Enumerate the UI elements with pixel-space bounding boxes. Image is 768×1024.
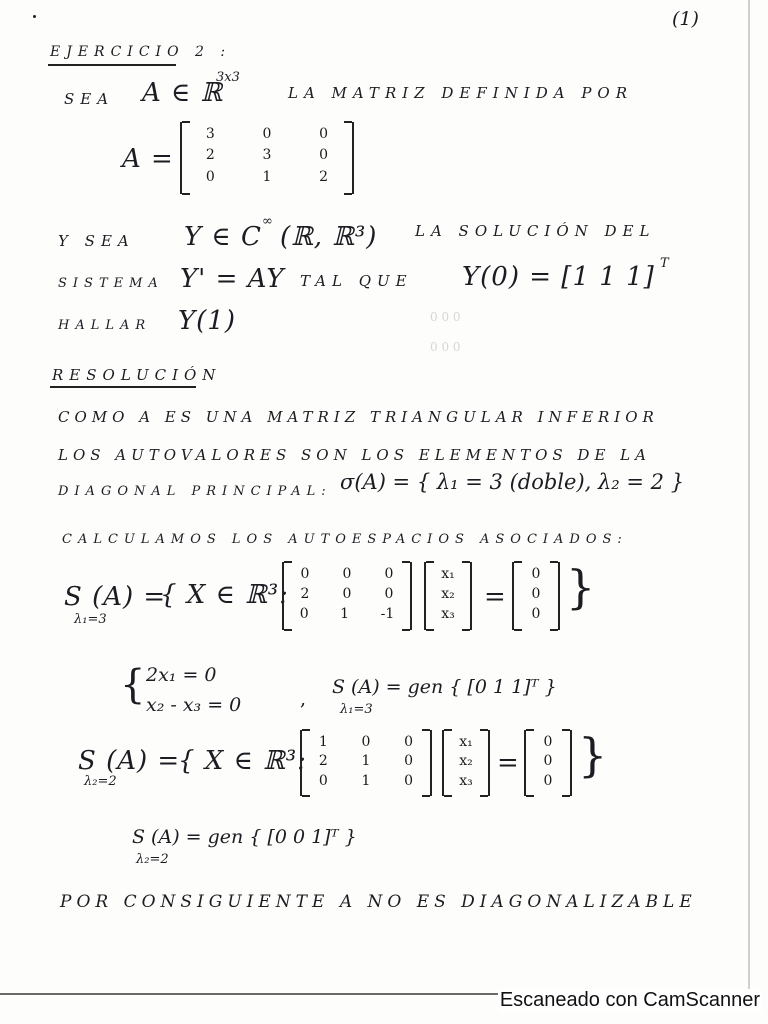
matrix-a-minus-3i-cell: 0 <box>300 566 310 582</box>
a-in-r-exp: 3x3 <box>216 70 240 85</box>
line-autovalores: LOS AUTOVALORES SON LOS ELEMENTOS DE LA <box>58 446 651 464</box>
zero-vector-2-row <box>526 753 570 769</box>
ink-dot <box>33 15 36 18</box>
a-in-r: A ∈ ℝ <box>142 78 224 108</box>
line-triangular: COMO A ES UNA MATRIZ TRIANGULAR INFERIOR <box>58 408 659 426</box>
matrix-a-row <box>182 147 352 163</box>
zero-vector-1-cell: 0 <box>531 566 541 582</box>
scanned-page: (1) EJERCICIO 2 : SEA A ∈ ℝ 3x3 LA MATRIZ DEFINIDA POR A = 3 0 0 2 3 0 0 1 2 Y SEA Y ∈ C ∞ (ℝ, ℝ³) LA SOLUCIÓN DEL SISTEMA Y' = AY TAL QUE Y(0) = [1 1 1] T HALLAR Y(1) 0 0 0 0 0 0 RESOLUCIÓN COMO A ES UNA MATRIZ TRIANGULAR INFERIOR LOS AUTOVALORES SON LOS ELEMENTOS DE LA DIAGONAL PRINCIPAL: σ(A) = { λ₁ = 3 (doble), λ₂ = 2 } CALCULAMOS LOS AUTOESPACIOS ASOCIADOS: S (A) = λ₁=3 { X ∈ ℝ³: 0 0 0 2 0 0 0 1 -1 x₁ x₂ x₃ = 0 0 0 } { 2x₁ = 0 x₂ - x₃ = 0 , S (A) = gen { [0 1 1]ᵀ } λ₁=3 S (A) = λ₂=2 { X ∈ ℝ³: 1 0 0 2 1 0 0 1 0 x₁ x₂ x₃ = 0 0 0 } S (A) = gen { [0 0 1]ᵀ } λ₂=2 POR CONSIGUIENTE A NO ES DIAGONALIZABLE <box>0 0 768 1024</box>
matrix-a-minus-3i-row <box>284 606 410 622</box>
line-autoespacios: CALCULAMOS LOS AUTOESPACIOS ASOCIADOS: <box>62 532 628 547</box>
zero-vector-2-row <box>526 773 570 789</box>
matrix-a-cell: 3 <box>205 126 215 142</box>
s2-gen: S (A) = gen { [0 0 1]ᵀ } <box>132 826 357 848</box>
y-sea: Y SEA <box>58 232 135 250</box>
matrix-a-minus-3i-cell: 0 <box>384 566 394 582</box>
matrix-a-minus-2i-cell: 0 <box>318 772 328 789</box>
matrix-a-row <box>182 169 352 185</box>
vector-x-1-cell: x₂ <box>441 586 455 602</box>
c-infinity-exp: ∞ <box>262 214 273 229</box>
s2-set: { X ∈ ℝ³: <box>178 746 307 776</box>
zero-vector-1-cell: 0 <box>531 606 541 622</box>
s2-gen-subscript: λ₂=2 <box>136 852 169 867</box>
ode-equation: Y' = AY <box>180 264 285 294</box>
zero-vector-1 <box>512 562 560 630</box>
tal-que: TAL QUE <box>300 272 413 290</box>
matrix-a-row <box>182 126 352 142</box>
hallar: HALLAR <box>58 318 152 333</box>
zero-vector-1-row <box>514 606 558 622</box>
matrix-a-cell: 1 <box>262 168 272 185</box>
s1-equals: = <box>484 582 507 612</box>
camscanner-watermark: Escaneado con CamScanner <box>499 989 760 1011</box>
matrix-a-minus-2i-cell: 1 <box>361 772 371 789</box>
s2-closing-brace: } <box>578 728 608 782</box>
s1-gen: S (A) = gen { [0 1 1]ᵀ } <box>332 676 557 698</box>
matrix-a-cell: 0 <box>205 168 215 185</box>
title-underline <box>48 64 176 66</box>
vector-x-1-row <box>426 566 470 582</box>
sistema: SISTEMA <box>58 276 164 291</box>
vector-x-2-row <box>444 734 488 750</box>
matrix-a-minus-2i-row <box>302 753 430 769</box>
s2-subscript: λ₂=2 <box>84 774 117 789</box>
matrix-a-minus-2i-cell: 1 <box>361 753 371 770</box>
matrix-defined: LA MATRIZ DEFINIDA POR <box>288 84 634 102</box>
matrix-a-minus-2i-cell: 0 <box>361 734 371 750</box>
vector-x-1-cell: x₁ <box>441 566 455 582</box>
matrix-a-minus-3i-cell: 0 <box>299 606 309 622</box>
matrix-a <box>180 122 354 194</box>
zero-vector-1-row <box>514 586 558 602</box>
zero-vector-2-cell: 0 <box>543 734 553 750</box>
vector-x-2-row <box>444 753 488 769</box>
zero-vector-1-cell: 0 <box>531 586 541 602</box>
page-number: (1) <box>672 8 699 30</box>
matrix-a-minus-3i-cell: 1 <box>340 606 350 622</box>
spectrum: σ(A) = { λ₁ = 3 (doble), λ₂ = 2 } <box>340 470 685 494</box>
line-diagonal: DIAGONAL PRINCIPAL: <box>58 484 332 499</box>
conclusion: POR CONSIGUIENTE A NO ES DIAGONALIZABLE <box>60 892 697 912</box>
matrix-a-minus-3i-row <box>284 566 410 582</box>
matrix-a-minus-2i-cell: 0 <box>404 753 414 770</box>
matrix-a-cell: 2 <box>319 168 329 185</box>
matrix-a-minus-3i-cell: 0 <box>342 586 352 602</box>
s1-set: { X ∈ ℝ³: <box>160 580 289 610</box>
zero-vector-2-row <box>526 734 570 750</box>
vector-x-1-row <box>426 606 470 622</box>
y-in-c: Y ∈ C <box>184 222 262 252</box>
zero-vector-2-cell: 0 <box>543 772 553 789</box>
a-equals: A = <box>122 144 174 174</box>
solution-of: LA SOLUCIÓN DEL <box>415 222 656 240</box>
vector-x-1 <box>424 562 472 630</box>
vector-x-2-row <box>444 773 488 789</box>
transpose-mark: T <box>660 256 669 271</box>
system-eq-1: 2x₁ = 0 <box>146 664 217 686</box>
vector-x-1-row <box>426 586 470 602</box>
system-eq-2: x₂ - x₃ = 0 <box>146 694 242 716</box>
s1-label: S (A) = <box>64 582 167 612</box>
zero-vector-1-row <box>514 566 558 582</box>
initial-condition: Y(0) = [1 1 1] <box>462 262 655 292</box>
vector-x-2-cell: x₂ <box>459 753 473 770</box>
vector-x-2 <box>442 730 490 796</box>
matrix-a-cell: 0 <box>262 126 272 142</box>
matrix-a-minus-2i-cell: 2 <box>318 753 328 770</box>
exercise-title: EJERCICIO 2 : <box>50 44 232 60</box>
s1-subscript: λ₁=3 <box>74 612 107 627</box>
matrix-a-cell: 3 <box>262 147 272 164</box>
matrix-a-minus-2i <box>300 730 432 796</box>
zero-vector-2-cell: 0 <box>543 753 553 770</box>
matrix-a-minus-2i-row <box>302 773 430 789</box>
matrix-a-cell: 0 <box>319 147 329 164</box>
matrix-a-minus-3i <box>282 562 412 630</box>
resolucion-underline <box>50 386 196 388</box>
vector-x-2-cell: x₁ <box>459 734 473 750</box>
matrix-a-minus-3i-cell: 0 <box>384 586 394 602</box>
matrix-a-minus-3i-cell: 0 <box>342 566 352 582</box>
s1-gen-subscript: λ₁=3 <box>340 702 373 717</box>
matrix-a-minus-3i-cell: 2 <box>300 586 310 602</box>
vector-x-2-cell: x₃ <box>459 772 473 789</box>
matrix-a-minus-3i-cell: -1 <box>380 606 395 622</box>
matrix-a-minus-3i-row <box>284 586 410 602</box>
page-edge <box>748 0 750 1000</box>
space-r-r3: (ℝ, ℝ³) <box>280 222 378 252</box>
matrix-a-cell: 0 <box>319 126 329 142</box>
matrix-a-minus-2i-cell: 1 <box>318 734 328 750</box>
resolucion-heading: RESOLUCIÓN <box>52 366 222 384</box>
s2-equals: = <box>497 748 520 778</box>
matrix-a-minus-2i-row <box>302 734 430 750</box>
y-at-1: Y(1) <box>178 306 236 336</box>
vector-x-1-cell: x₃ <box>441 606 455 622</box>
matrix-a-minus-2i-cell: 0 <box>404 772 414 789</box>
zero-vector-2 <box>524 730 572 796</box>
sea-word: SEA <box>64 90 115 108</box>
comma: , <box>300 688 307 710</box>
s2-label: S (A) = <box>78 746 181 776</box>
s1-closing-brace: } <box>566 560 596 614</box>
matrix-a-cell: 2 <box>205 147 215 164</box>
matrix-a-minus-2i-cell: 0 <box>404 734 414 750</box>
system-brace: { <box>120 662 146 708</box>
